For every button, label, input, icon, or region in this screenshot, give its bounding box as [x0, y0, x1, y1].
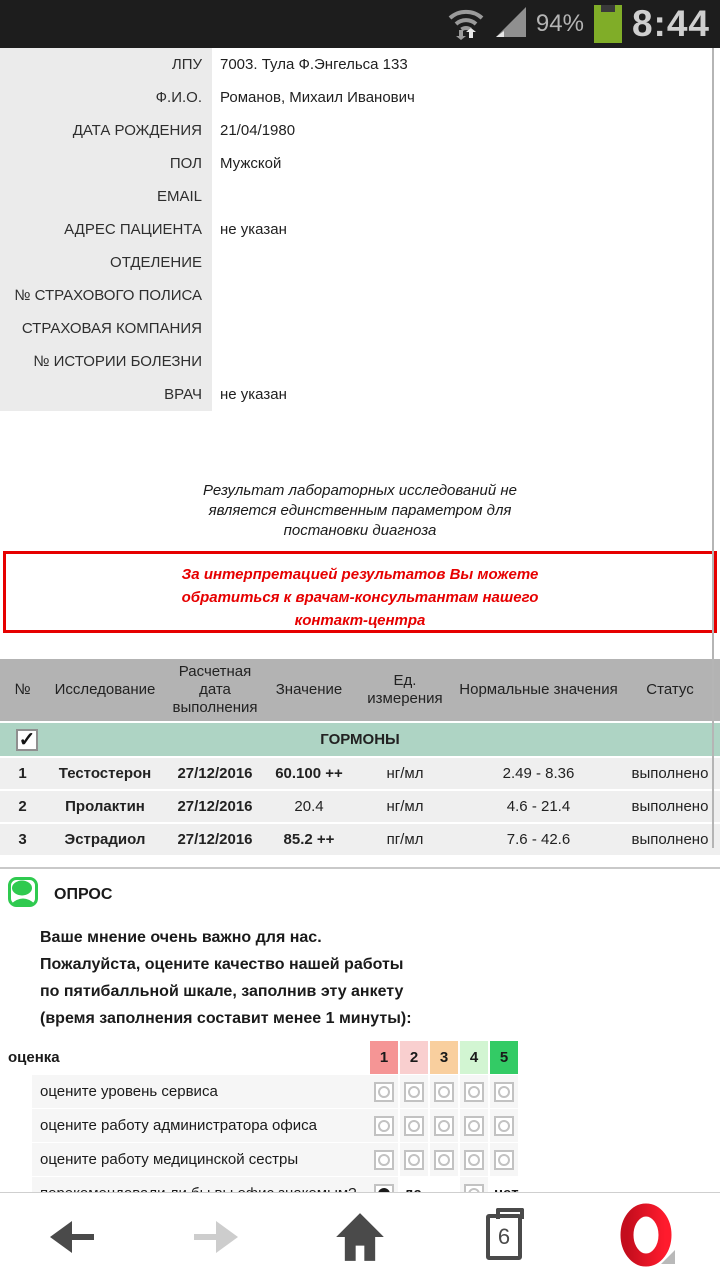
patient-field-birthdate	[0, 114, 720, 147]
survey-rating-row-service	[0, 1075, 720, 1108]
battery-icon	[594, 5, 622, 43]
field-label: № ИСТОРИИ БОЛЕЗНИ	[0, 345, 212, 378]
cell-unit: нг/мл	[386, 798, 424, 815]
warning-line: контакт-центра	[294, 612, 426, 629]
rating-radio-4[interactable]	[460, 1075, 488, 1108]
col-header-num: №	[14, 681, 31, 698]
patient-field-fio	[0, 81, 720, 114]
patient-field-history-number	[0, 345, 720, 378]
cell-date: 27/12/2016	[177, 798, 253, 815]
cell-unit: нг/мл	[386, 765, 424, 782]
cell-status: выполнено	[631, 765, 709, 782]
patient-field-insurance-number	[0, 279, 720, 312]
field-value: 7003. Тула Ф.Энгельса 133	[220, 56, 408, 73]
rating-radio-1[interactable]	[370, 1109, 398, 1142]
survey-header	[0, 877, 720, 912]
warning-line: обратиться к врачам-консультантам нашего	[181, 589, 539, 606]
rating-radio-3[interactable]	[430, 1075, 458, 1108]
back-button[interactable]	[0, 1193, 144, 1280]
cell-value: 60.100 ++	[275, 765, 343, 782]
rating-radio-3[interactable]	[430, 1143, 458, 1176]
rating-radio-2[interactable]	[400, 1075, 428, 1108]
disclaimer-line: постановки диагноза	[283, 522, 437, 539]
field-value: 21/04/1980	[220, 122, 296, 139]
cell-value: 20.4	[294, 798, 324, 815]
field-label: АДРЕС ПАЦИЕНТА	[0, 213, 212, 246]
survey-rating-row-administrator	[0, 1109, 720, 1142]
cell-normal: 7.6 - 42.6	[506, 831, 571, 848]
field-label: ОТДЕЛЕНИЕ	[0, 246, 212, 279]
page-content	[0, 48, 720, 1192]
field-value: не указан	[220, 221, 287, 238]
survey-intro-line: Ваше мнение очень важно для нас.	[40, 929, 322, 946]
battery-percent: 94%	[535, 10, 584, 37]
cell-value: 85.2 ++	[283, 831, 335, 848]
cell-num: 2	[18, 798, 27, 815]
interpretation-warning	[3, 551, 717, 633]
rating-row-label: оцените уровень сервиса	[32, 1075, 370, 1108]
results-header-row	[0, 659, 720, 721]
field-label: Ф.И.О.	[0, 81, 212, 114]
home-button[interactable]	[288, 1193, 432, 1280]
cell-status: выполнено	[631, 798, 709, 815]
rating-radio-5[interactable]	[490, 1109, 518, 1142]
cell-num: 1	[18, 765, 27, 782]
table-row	[0, 824, 720, 855]
patient-field-lpu	[0, 48, 720, 81]
cell-test: Тестостерон	[58, 765, 152, 782]
rating-radio-4[interactable]	[460, 1109, 488, 1142]
col-header-normal: Нормальные значения	[459, 681, 618, 698]
col-header-value: Значение	[275, 681, 343, 698]
group-label: ГОРМОНЫ	[320, 731, 400, 748]
scale-2: 2	[400, 1041, 428, 1074]
field-value: Мужской	[220, 155, 282, 172]
field-label: СТРАХОВАЯ КОМПАНИЯ	[0, 312, 212, 345]
scrollbar[interactable]	[712, 48, 714, 848]
forward-icon	[190, 1213, 242, 1261]
field-label: EMAIL	[0, 180, 212, 213]
survey-title: ОПРОС	[54, 885, 113, 903]
back-icon	[46, 1213, 98, 1261]
rating-row-label: оцените работу администратора офиса	[32, 1109, 370, 1142]
cell-test: Эстрадиол	[64, 831, 146, 848]
wifi-icon	[446, 4, 486, 45]
patient-info	[0, 48, 720, 411]
scale-header-label: оценка	[0, 1041, 370, 1074]
field-label: ЛПУ	[0, 48, 212, 81]
col-header-date: Расчетная дата выполнения	[172, 663, 258, 716]
table-row	[0, 791, 720, 822]
forward-button[interactable]	[144, 1193, 288, 1280]
rating-row-label: оцените работу медицинской сестры	[32, 1143, 370, 1176]
col-header-status: Статус	[646, 681, 694, 698]
cell-unit: пг/мл	[386, 831, 424, 848]
browser-nav-bar	[0, 1192, 720, 1280]
field-label: ДАТА РОЖДЕНИЯ	[0, 114, 212, 147]
cell-test: Пролактин	[65, 798, 145, 815]
cell-date: 27/12/2016	[177, 831, 253, 848]
disclaimer-line: Результат лабораторных исследований не	[203, 482, 517, 499]
cell-normal: 4.6 - 21.4	[506, 798, 571, 815]
clock: 8:44	[631, 3, 710, 44]
rating-radio-3[interactable]	[430, 1109, 458, 1142]
home-icon	[334, 1211, 386, 1263]
scale-4: 4	[460, 1041, 488, 1074]
field-value: Романов, Михаил Иванович	[220, 89, 415, 106]
patient-field-doctor	[0, 378, 720, 411]
scale-5: 5	[490, 1041, 518, 1074]
rating-radio-2[interactable]	[400, 1109, 428, 1142]
person-icon	[8, 877, 38, 912]
cell-status: выполнено	[631, 831, 709, 848]
survey-intro-line: Пожалуйста, оцените качество нашей работы	[40, 956, 404, 973]
opera-icon	[619, 1206, 677, 1268]
opera-menu-button[interactable]	[576, 1193, 720, 1280]
table-row	[0, 758, 720, 789]
survey-intro	[0, 924, 720, 1032]
rating-radio-5[interactable]	[490, 1143, 518, 1176]
patient-field-department	[0, 246, 720, 279]
col-header-test: Исследование	[54, 681, 156, 698]
cell-date: 27/12/2016	[177, 765, 253, 782]
field-label: ПОЛ	[0, 147, 212, 180]
survey-scale-header	[0, 1041, 720, 1074]
rating-radio-1[interactable]	[370, 1075, 398, 1108]
rating-radio-2[interactable]	[400, 1143, 428, 1176]
rating-radio-5[interactable]	[490, 1075, 518, 1108]
tabs-icon	[486, 1214, 522, 1260]
patient-field-insurance-company	[0, 312, 720, 345]
field-label: ВРАЧ	[0, 378, 212, 411]
field-value: не указан	[220, 386, 287, 403]
rating-radio-1[interactable]	[370, 1143, 398, 1176]
warning-line: За интерпретацией результатов Вы можете	[181, 566, 539, 583]
disclaimer-line: является единственным параметром для	[208, 502, 512, 519]
patient-field-address	[0, 213, 720, 246]
scale-1: 1	[370, 1041, 398, 1074]
patient-field-sex	[0, 147, 720, 180]
cell-normal: 2.49 - 8.36	[502, 765, 575, 782]
status-bar	[0, 0, 720, 48]
cell-num: 3	[18, 831, 27, 848]
survey-rating-row-nurse	[0, 1143, 720, 1176]
tab-count: 6	[497, 1223, 511, 1249]
col-header-unit: Ед. измерения	[367, 672, 443, 707]
group-row-hormones	[0, 723, 720, 756]
lab-disclaimer	[0, 481, 720, 541]
scale-3: 3	[430, 1041, 458, 1074]
patient-field-email	[0, 180, 720, 213]
rating-radio-4[interactable]	[460, 1143, 488, 1176]
tabs-button[interactable]	[432, 1193, 576, 1280]
results-table	[0, 659, 720, 855]
group-checkbox[interactable]: ✓	[16, 729, 38, 751]
survey-intro-line: (время заполнения составит менее 1 минуты):	[40, 1010, 412, 1027]
signal-icon	[494, 5, 528, 44]
field-label: № СТРАХОВОГО ПОЛИСА	[0, 279, 212, 312]
survey-intro-line: по пятибалльной шкале, заполнив эту анкету	[40, 983, 404, 1000]
section-divider	[0, 867, 720, 869]
